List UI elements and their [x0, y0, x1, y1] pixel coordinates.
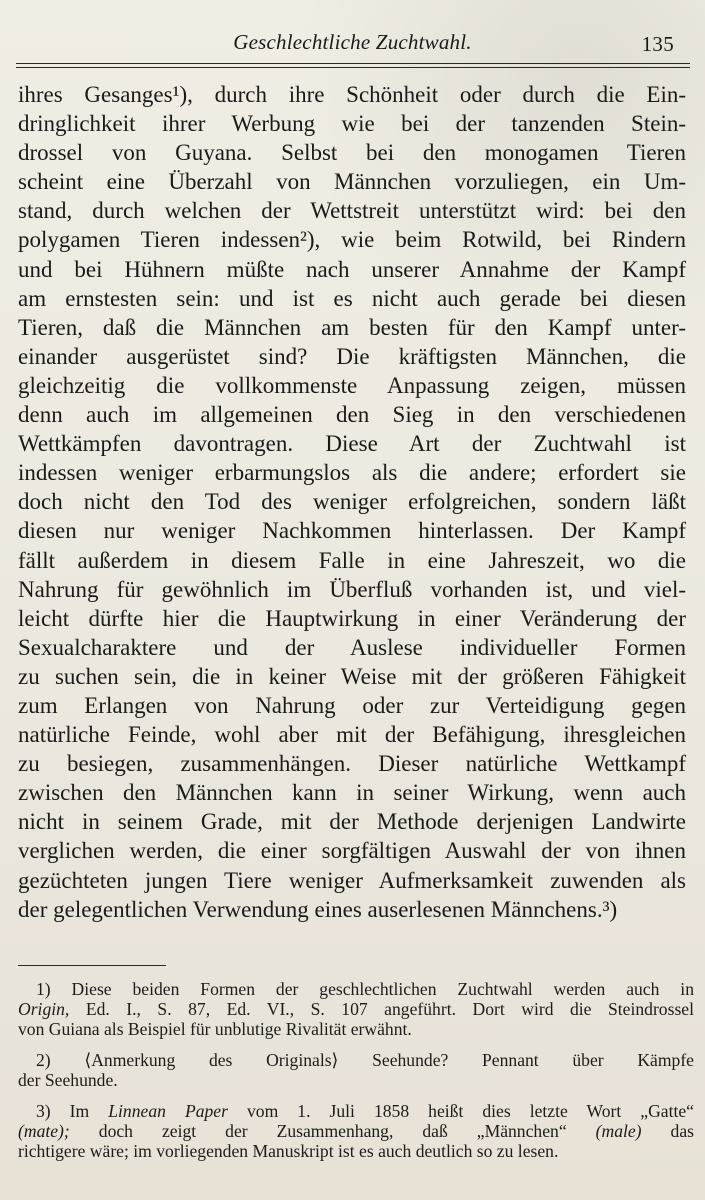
footnote-line: [18, 1141, 694, 1161]
body-line: Tieren, daß die Männchen am besten für den Kampf unter-: [18, 314, 686, 340]
footnote-text: 2) ⟨Anmerkung des Originals⟩ Seehunde? Pennant über Kämpfe: [36, 1050, 694, 1070]
footnote-text: Ed. I., S. 87, Ed. VI., S. 107 angeführt. Dort wird die Steindrossel: [69, 999, 694, 1019]
footnote-line: [18, 1019, 694, 1039]
footnote-line: [18, 979, 694, 999]
footnotes: [18, 979, 694, 1161]
body-line: Wettkämpfen davontragen. Diese Art der Zuchtwahl ist: [18, 431, 686, 457]
footnote-text: von Guiana als Beispiel für unblutige Rivalität erwähnt.: [18, 1019, 412, 1039]
body-line: verglichen werden, die einer sorgfältigen Auswahl der von ihnen: [18, 838, 686, 864]
footnote-text: 1) Diese beiden Formen der geschlechtlichen Zuchtwahl werden auch in: [36, 979, 694, 999]
body-line: stand, durch welchen der Wettstreit unterstützt wird: bei den: [18, 198, 686, 224]
body-line: am ernstesten sein: und ist es nicht auch gerade bei diesen: [18, 285, 686, 311]
footnote-line: [18, 1101, 694, 1121]
body-line: zum Erlangen von Nahrung oder zur Verteidigung gegen: [18, 692, 686, 718]
body-line: dringlichkeit ihrer Werbung wie bei der tanzenden Stein-: [18, 111, 686, 137]
body-line: zu suchen sein, die in keiner Weise mit der größeren Fähigkeit: [18, 663, 686, 689]
footnote-text-italic: (mate);: [18, 1121, 70, 1141]
body-line: gezüchteten jungen Tiere weniger Aufmerksamkeit zuwenden als: [18, 867, 686, 893]
body-line: polygamen Tieren indessen²), wie beim Rotwild, bei Rindern: [18, 227, 686, 253]
footnote-text: vom 1. Juli 1858 heißt dies letzte Wort „Gatte“: [227, 1101, 694, 1121]
body-line: und bei Hühnern müßte nach unserer Annahme der Kampf: [18, 256, 686, 282]
footnote-text: doch zeigt der Zusammenhang, daß „Männchen“: [69, 1121, 596, 1141]
footnote-line: [18, 999, 694, 1019]
body-line: diesen nur weniger Nachkommen hinterlassen. Der Kampf: [18, 518, 686, 544]
footnote-line: [18, 1050, 694, 1070]
footnote-2: [18, 1050, 694, 1090]
body-line: nicht in seinem Grade, mit der Methode derjenigen Landwirte: [18, 809, 686, 835]
body-line: doch nicht den Tod des weniger erfolgreichen, sondern läßt: [18, 489, 686, 515]
footnote-text: richtigere wäre; im vorliegenden Manuskript ist es auch deutlich so zu lesen.: [18, 1141, 559, 1161]
footnote-line: [18, 1121, 694, 1141]
body-line: scheint eine Überzahl von Männchen vorzuliegen, ein Um-: [18, 169, 686, 195]
footnote-text: 3) Im: [36, 1101, 109, 1121]
footnote-text-italic: Linnean Paper: [108, 1101, 228, 1121]
body-line: gleichzeitig die vollkommenste Anpassung zeigen, müssen: [18, 372, 686, 398]
body-line: einander ausgerüstet sind? Die kräftigsten Männchen, die: [18, 343, 686, 369]
footnote-line: [18, 1070, 694, 1090]
main-body-text: [18, 80, 686, 924]
body-line: zu besiegen, zusammenhängen. Dieser natürliche Wettkampf: [18, 751, 686, 777]
header-rule-double: [16, 67, 690, 68]
body-line: ihres Gesanges¹), durch ihre Schönheit oder durch die Ein-: [18, 82, 686, 107]
footnote-separator: [18, 965, 166, 966]
body-line: leicht dürfte hier die Hauptwirkung in einer Veränderung der: [18, 605, 686, 631]
body-line: Nahrung für gewöhnlich im Überfluß vorhanden ist, und viel-: [18, 576, 686, 602]
body-line: fällt außerdem in diesem Falle in eine Jahreszeit, wo die: [18, 547, 686, 573]
footnote-text: das: [641, 1121, 694, 1141]
header-rule: [16, 63, 690, 64]
footnote-1: [18, 979, 694, 1039]
footnote-text-italic: (male): [595, 1121, 642, 1141]
footnote-text-italic: Origin,: [18, 999, 70, 1019]
body-line: zwischen den Männchen kann in seiner Wirkung, wenn auch: [18, 780, 686, 806]
footnote-text: der Seehunde.: [18, 1070, 118, 1090]
footnote-3: [18, 1101, 694, 1161]
body-line: drossel von Guyana. Selbst bei den monogamen Tieren: [18, 140, 686, 166]
running-head-title: Geschlechtliche Zuchtwahl.: [233, 30, 472, 54]
body-line: denn auch im allgemeinen den Sieg in den verschiedenen: [18, 402, 686, 428]
body-line: der gelegentlichen Verwendung eines auserlesenen Männchens.³): [18, 896, 618, 922]
page-number: 135: [641, 32, 674, 56]
body-line: natürliche Feinde, wohl aber mit der Befähigung, ihresgleichen: [18, 722, 686, 748]
page-header: [18, 28, 687, 68]
body-line: Sexualcharaktere und der Auslese individueller Formen: [18, 634, 686, 660]
body-line: indessen weniger erbarmungslos als die andere; erfordert sie: [18, 460, 686, 486]
